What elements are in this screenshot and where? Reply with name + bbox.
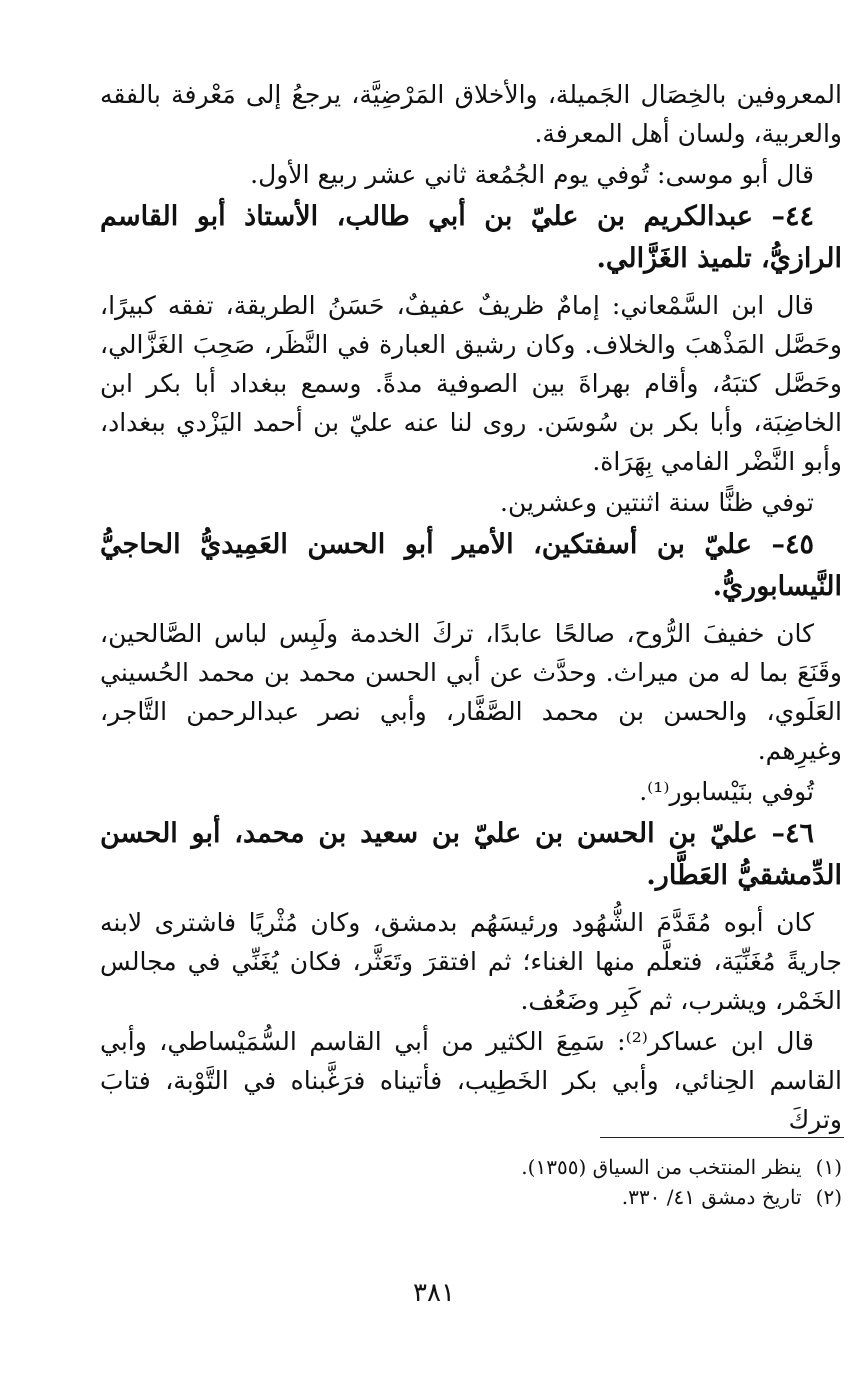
footnote-text: ينظر المنتخب من السياق (١٣٥٥). xyxy=(521,1155,802,1179)
entry-45-death-note: تُوفي بنَيْسابور⁽¹⁾. xyxy=(639,777,814,806)
footnote-2 xyxy=(100,1182,842,1212)
entry-46-quote-paragraph: قال ابن عساكر⁽²⁾: سَمِعَ الكثير من أبي القاسم السُّمَيْساطي، وأبي القاسم الحِنائي، وأبي بكر الخَطِيب، فأتيناه فرَغَّبناه في التَّوْبة، فتابَ وتركَ xyxy=(100,1027,842,1134)
main-text xyxy=(100,75,842,1141)
entry-45-paragraph: كان خفيفَ الرُّوح، صالحًا عابدًا، تركَ الخدمة ولَبِس لباس الصَّالحين، وقَنَعَ بما له من ميراث. وحدَّث عن أبي الحسن محمد بن محمد الحُسيني العَلَوي، والحسن بن محمد الصَّفَّار، وأبي نصر عبدالرحمن التَّاجر، وغيرِهم. xyxy=(100,619,842,765)
entry-heading-44: ٤٤– عبدالكريم بن عليّ بن أبي طالب، الأستاذ أبو القاسم الرازيُّ، تلميذ الغَزَّالي. xyxy=(100,201,842,274)
footnote-number: (٢) xyxy=(815,1185,842,1209)
paragraph-continuation: المعروفين بالخِصَال الجَميلة، والأخلاق المَرْضِيَّة، يرجعُ إلى مَعْرفة بالفقه والعربية، ولسان أهل المعرفة. xyxy=(100,80,842,148)
footnote-number: (١) xyxy=(815,1155,842,1179)
entry-46-paragraph: كان أبوه مُقَدَّمَ الشُّهُود ورئيسَهُم بدمشق، وكان مُثْريًا فاشترى لابنه جاريةً مُغَنِّيَة، فتعلَّم منها الغناء؛ ثم افتقرَ وتَعَثَّر، فكان يُغَنِّي في مجالس الخَمْر، ويشرب، ثم كَبِر وضَعُف. xyxy=(100,908,842,1015)
death-note-paragraph: قال أبو موسى: تُوفي يوم الجُمُعة ثاني عشر ربيع الأول. xyxy=(250,160,814,189)
footnote-1 xyxy=(100,1152,842,1182)
page-number: ٣٨١ xyxy=(413,1278,455,1308)
footnote-text: تاريخ دمشق ٤١/ ٣٣٠. xyxy=(621,1185,802,1209)
entry-44-death-note: توفي ظنًّا سنة اثنتين وعشرين. xyxy=(500,488,814,517)
entry-heading-46: ٤٦– عليّ بن الحسن بن عليّ بن سعيد بن محمد، أبو الحسن الدِّمشقيُّ العَطَّار. xyxy=(100,818,842,891)
footnote-divider xyxy=(600,1137,844,1138)
entry-heading-45: ٤٥– عليّ بن أسفتكين، الأمير أبو الحسن العَمِيديُّ الحاجيُّ النَّيسابوريُّ. xyxy=(100,529,842,602)
footnotes xyxy=(100,1152,842,1212)
entry-44-paragraph: قال ابن السَّمْعاني: إمامٌ ظريفٌ عفيفٌ، حَسَنُ الطريقة، تفقه كبيرًا، وحَصَّل المَذْهبَ والخلاف. وكان رشيق العبارة في النَّظَر، صَحِبَ الغَزَّالي، وحَصَّل كتبَهُ، وأقام بهراةَ بين الصوفية مدةً. وسمع ببغداد أبا بكر ابن الخاضِبَة، وأبا بكر بن سُوسَن. روى لنا عنه عليّ بن أحمد اليَزْدي ببغداد، وأبو النَّضْر الفامي بِهَرَاة. xyxy=(100,291,842,476)
